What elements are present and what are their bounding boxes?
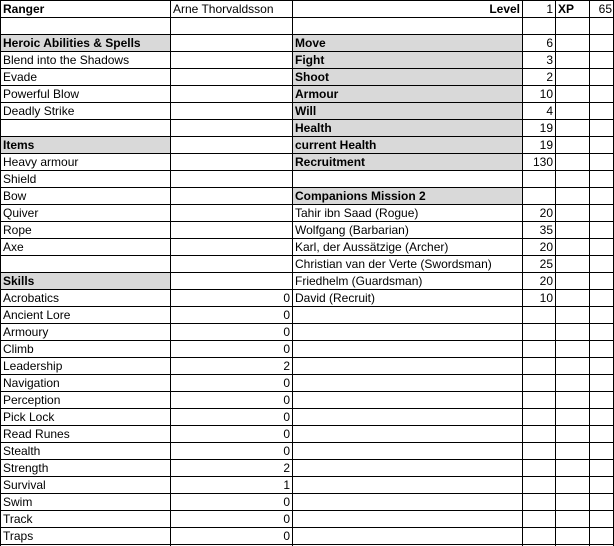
companion-value: 20 [539,206,553,220]
skill-value: 0 [283,291,290,305]
skill-name: Climb [3,342,34,356]
stat-value: 6 [546,36,553,50]
stat-value: 4 [546,104,553,118]
level-label: Level [489,2,520,16]
companion-name: Tahir ibn Saad (Rogue) [295,206,419,220]
abilities-header: Heroic Abilities & Spells [3,36,141,50]
stat-name: current Health [295,138,377,152]
skill-value: 0 [283,410,290,424]
stat-name: Recruitment [295,155,366,169]
skill-value: 0 [283,376,290,390]
companion-name: David (Recruit) [295,291,376,305]
stat-value: 3 [546,53,553,67]
skill-name: Traps [3,529,34,543]
skill-value: 2 [283,461,290,475]
skill-value: 0 [283,427,290,441]
skill-value: 1 [283,478,290,492]
skill-value: 0 [283,325,290,339]
companion-name: Karl, der Aussätzige (Archer) [295,240,449,254]
item-entry: Axe [3,240,24,254]
companion-value: 20 [539,274,553,288]
stat-value: 130 [532,155,553,169]
companion-value: 20 [539,240,553,254]
ability-item: Blend into the Shadows [3,53,130,67]
character-name: Arne Thorvaldsson [173,2,274,16]
stat-name: Health [295,121,332,135]
item-entry: Rope [3,223,32,237]
skill-value: 0 [283,308,290,322]
grid-col-line [589,0,590,546]
items-header: Items [3,138,35,152]
stat-name: Fight [295,53,325,67]
skill-value: 0 [283,495,290,509]
item-entry: Bow [3,189,27,203]
stat-name: Will [295,104,317,118]
stat-value: 10 [539,87,553,101]
level-value: 1 [546,2,553,16]
item-entry: Quiver [3,206,39,220]
skill-value: 2 [283,359,290,373]
skill-name: Acrobatics [3,291,60,305]
companion-name: Friedhelm (Guardsman) [295,274,423,288]
ability-item: Evade [3,70,38,84]
companion-value: 25 [539,257,553,271]
skill-name: Leadership [3,359,63,373]
skill-name: Navigation [3,376,60,390]
companion-name: Christian van der Verte (Swordsman) [295,257,492,271]
skill-name: Read Runes [3,427,70,441]
grid-col-line [555,0,556,546]
skill-value: 0 [283,444,290,458]
skill-name: Pick Lock [3,410,55,424]
item-entry: Heavy armour [3,155,79,169]
skill-name: Survival [3,478,46,492]
companion-value: 35 [539,223,553,237]
skill-value: 0 [283,342,290,356]
stat-value: 19 [539,138,553,152]
ability-item: Powerful Blow [3,87,80,101]
stat-name: Armour [295,87,339,101]
stat-value: 19 [539,121,553,135]
stat-name: Move [295,36,326,50]
skill-name: Swim [3,495,33,509]
skill-name: Ancient Lore [3,308,71,322]
skill-name: Perception [3,393,61,407]
xp-value: 65 [598,2,612,16]
xp-label: XP [558,2,575,16]
skill-name: Armoury [3,325,49,339]
skill-name: Strength [3,461,49,475]
companion-name: Wolfgang (Barbarian) [295,223,409,237]
skill-value: 0 [283,512,290,526]
companion-value: 10 [539,291,553,305]
stat-value: 2 [546,70,553,84]
skill-value: 0 [283,393,290,407]
skill-value: 0 [283,529,290,543]
companions-header: Companions Mission 2 [295,189,426,203]
skill-name: Track [3,512,33,526]
character-class: Ranger [3,2,45,16]
stat-name: Shoot [295,70,329,84]
skills-header: Skills [3,274,35,288]
ability-item: Deadly Strike [3,104,75,118]
item-entry: Shield [3,172,37,186]
skill-name: Stealth [3,444,41,458]
